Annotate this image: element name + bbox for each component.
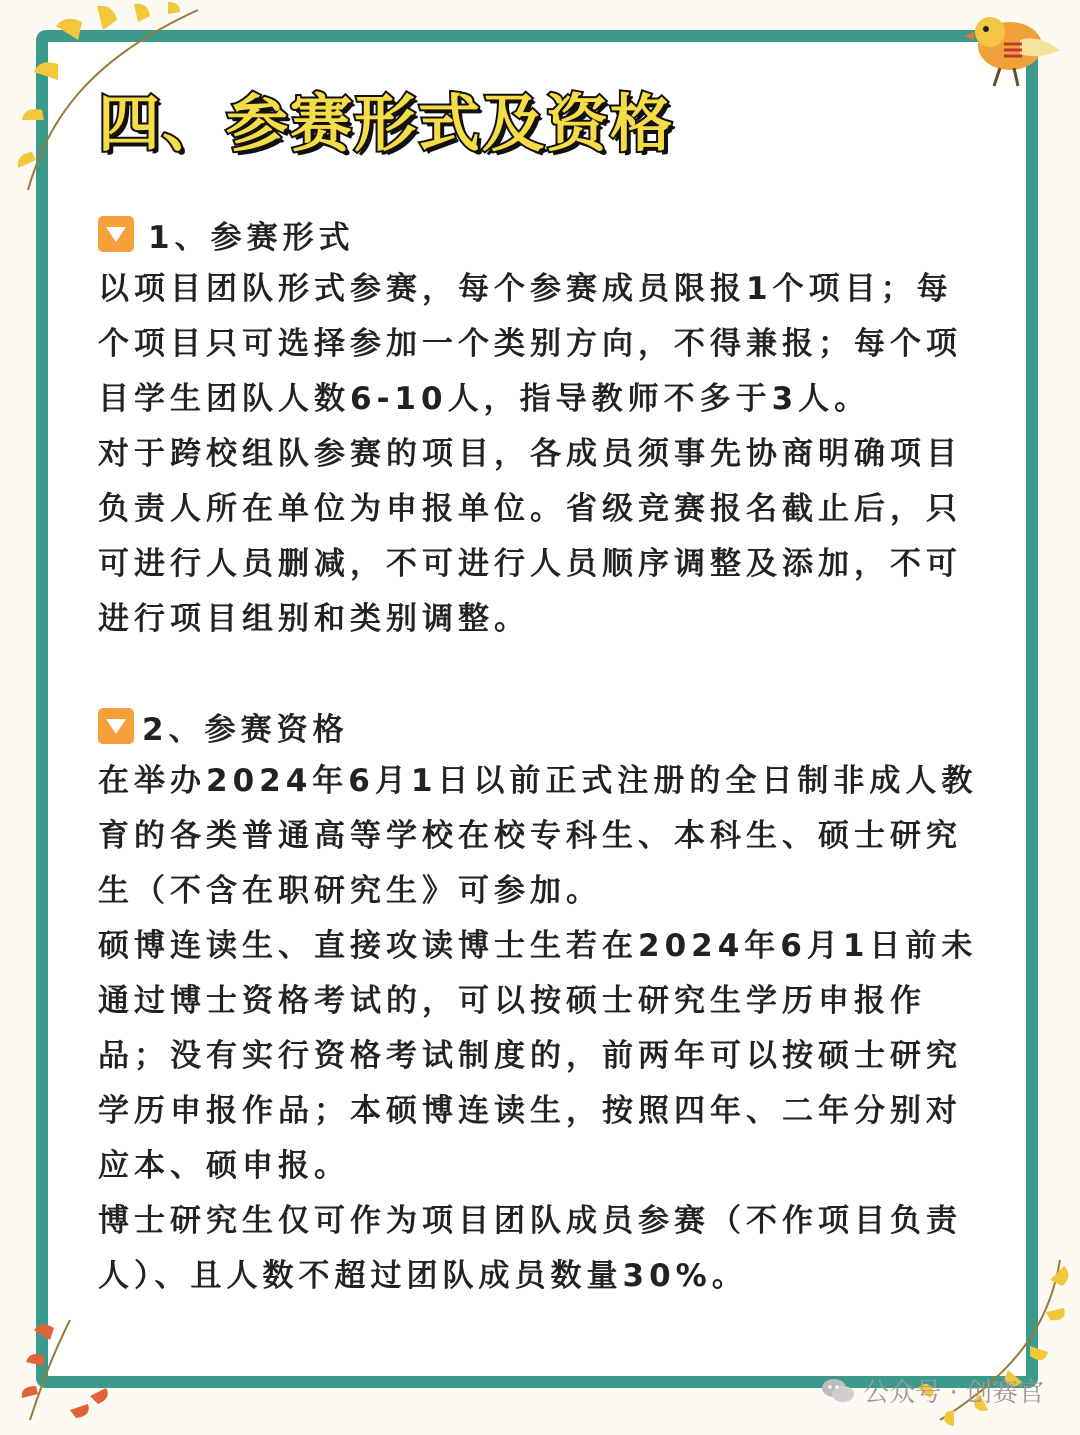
- paragraph: 博士研究生仅可作为项目团队成员参赛（不作项目负责人）、且人数不超过团队成员数量30%。: [98, 1203, 962, 1294]
- paragraph: 对于跨校组队参赛的项目，各成员须事先协商明确项目负责人所在单位为申报单位。省级竞赛报名截止后，只可进行人员删减，不可进行人员顺序调整及添加，不可进行项目组别和类别调整。: [98, 436, 962, 637]
- section-heading: [98, 698, 978, 754]
- paragraph: 以项目团队形式参赛，每个参赛成员限报1个项目；每个项目只可选择参加一个类别方向，不得兼报；每个项目学生团队人数6-10人，指导教师不多于3人。: [98, 271, 962, 417]
- section-participation-form: [98, 206, 978, 647]
- paragraph: 在举办2024年6月1日以前正式注册的全日制非成人教育的各类普通高等学校在校专科生、本科生、硕士研究生（不含在职研究生》可参加。: [98, 763, 978, 909]
- section-title: 1、参赛形式: [148, 219, 355, 256]
- bird-icon: [960, 4, 1070, 94]
- ginkgo-leaf-icon: [10, 1310, 130, 1430]
- down-triangle-icon: [98, 708, 134, 744]
- wechat-icon: [821, 1377, 855, 1405]
- section-heading: [98, 206, 978, 262]
- watermark: [821, 1372, 1044, 1409]
- down-triangle-icon: [98, 216, 134, 252]
- section-eligibility: [98, 698, 978, 1304]
- watermark-text: 公众号 · 创赛官: [863, 1378, 1044, 1408]
- page-title: 四、参赛形式及资格: [98, 87, 675, 160]
- paragraph: 硕博连读生、直接攻读博士生若在2024年6月1日前未通过博士资格考试的，可以按硕士研究生学历申报作品；没有实行资格考试制度的，前两年可以按硕士研究学历申报作品；本硕博连读生，按照四年、二年分别对应本、硕申报。: [98, 928, 978, 1184]
- section-title: 2、参赛资格: [142, 711, 349, 748]
